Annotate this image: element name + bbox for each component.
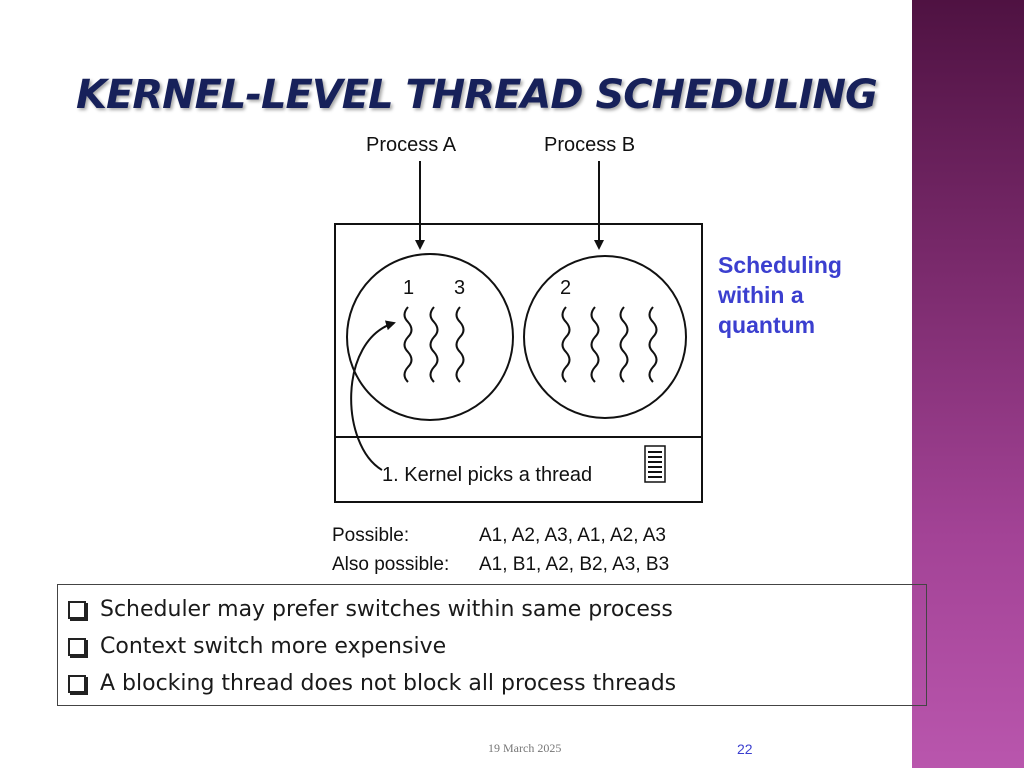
bullet-text: Scheduler may prefer switches within same process	[100, 597, 673, 622]
bullet-item	[68, 665, 916, 702]
bullet-list	[57, 584, 927, 706]
process-b-label: Process B	[544, 134, 636, 156]
thread-b2-squiggle	[592, 307, 599, 382]
also-possible-label: Also possible:	[332, 554, 450, 575]
thread-a1-squiggle	[405, 307, 412, 382]
thread-b3-squiggle	[621, 307, 628, 382]
bullet-item	[68, 628, 916, 665]
checkbox-bullet-icon	[68, 675, 86, 693]
process-b-circle	[524, 256, 686, 418]
process-a-label: Process A	[366, 134, 457, 156]
bullet-text: Context switch more expensive	[100, 634, 447, 659]
thread-a3-squiggle	[457, 307, 464, 382]
bullet-text: A blocking thread does not block all process threads	[100, 671, 677, 696]
thread-a2-squiggle	[431, 307, 438, 382]
thread-label-2: 2	[560, 277, 572, 299]
kernel-label: 1. Kernel picks a thread	[382, 464, 593, 486]
slide-number: 22	[737, 741, 753, 757]
kernel-scheduling-diagram	[320, 125, 720, 580]
footer-date: 19 March 2025	[488, 741, 562, 755]
thread-label-3: 3	[454, 277, 466, 299]
slide-title: KERNEL-LEVEL THREAD SCHEDULING	[76, 72, 877, 118]
scheduling-quantum-note: Scheduling within a quantum	[718, 252, 842, 338]
also-possible-sequence: A1, B1, A2, B2, A3, B3	[479, 554, 670, 575]
run-queue-icon	[645, 446, 665, 482]
decorative-sidebar	[912, 0, 1024, 768]
thread-b4-squiggle	[650, 307, 657, 382]
possible-sequence: A1, A2, A3, A1, A2, A3	[479, 525, 666, 546]
thread-b1-squiggle	[563, 307, 570, 382]
bullet-item	[68, 591, 916, 628]
thread-label-1: 1	[403, 277, 415, 299]
possible-label: Possible:	[332, 525, 410, 546]
checkbox-bullet-icon	[68, 601, 86, 619]
checkbox-bullet-icon	[68, 638, 86, 656]
